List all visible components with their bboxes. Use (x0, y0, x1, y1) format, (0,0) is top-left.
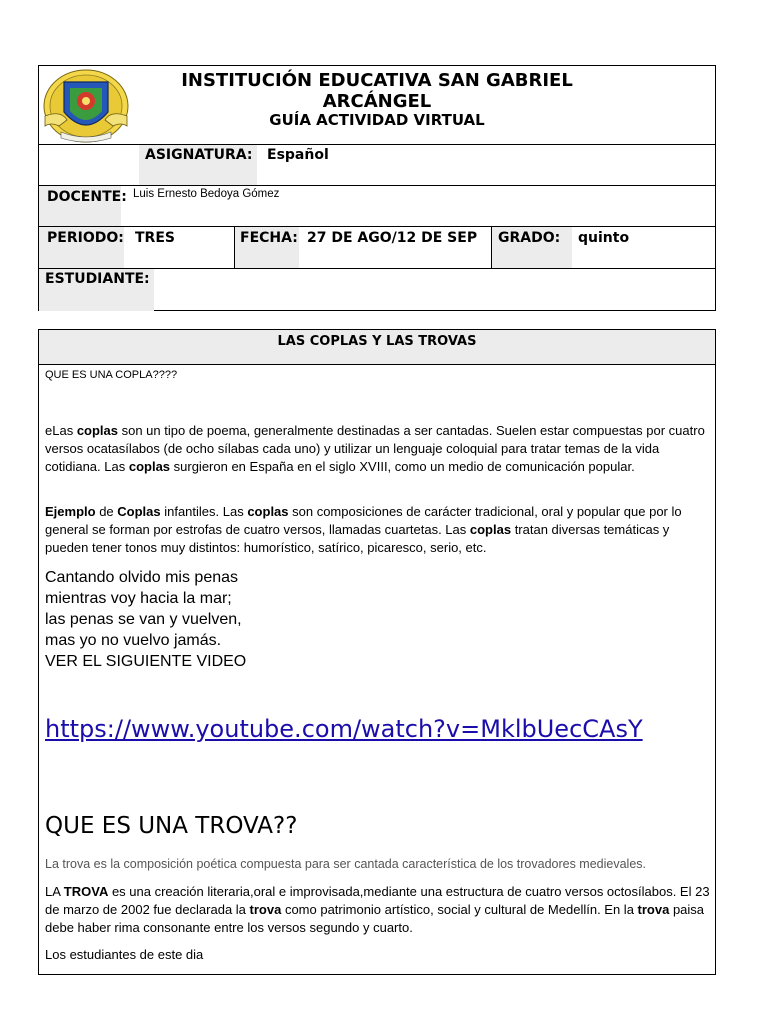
teacher-label: DOCENTE: (47, 189, 127, 205)
poem-line: mientras voy hacia la mar; (45, 590, 232, 607)
row-divider (39, 226, 715, 227)
text-run: son composiciones de carácter tradicional, oral y popular que por lo general se forman por estrofas de cuatro versos, llamadas cuartetas. Las (45, 504, 682, 537)
bold-term: coplas (469, 522, 512, 537)
row-divider (39, 185, 715, 186)
text-run: surgieron en España en el siglo XVIII, como un medio de comunicación popular. (170, 459, 635, 474)
date-label: FECHA: (240, 230, 298, 246)
paragraph-trova-description (45, 883, 711, 937)
grade-label: GRADO: (498, 230, 561, 246)
video-instruction: VER EL SIGUIENTE VIDEO (45, 653, 247, 670)
period-value: TRES (135, 230, 175, 246)
date-value: 27 DE AGO/12 DE SEP (307, 230, 478, 246)
bold-term: coplas (128, 459, 171, 474)
text-run: LA (45, 884, 64, 899)
subject-value: Español (267, 147, 329, 163)
text-run: son un tipo de poema, generalmente destinadas a ser cantadas. Suelen estar compuestas por cuatro versos ocatasílabos (de ocho sílabas cada uno) y utilizar un lenguaje coloquial para tratar temas de la vida cotidiana. Las (45, 423, 705, 474)
paragraph-coplas-definition (45, 422, 711, 476)
bold-term: Ejemplo (45, 504, 96, 519)
bold-term: coplas (247, 504, 289, 519)
poem-line: Cantando olvido mis penas (45, 569, 239, 586)
teacher-value: Luis Ernesto Bedoya Gómez (133, 188, 280, 200)
video-link[interactable]: https://www.youtube.com/watch?v=MklbUecCAsY (45, 715, 643, 743)
text-run: paisa debe haber rima consonante entre los versos segundo y cuarto. (45, 902, 705, 935)
bold-term: trova (249, 902, 282, 917)
header-table (38, 65, 716, 311)
bold-term: TROVA (63, 884, 109, 899)
paragraph-students: Los estudiantes de este dia (45, 947, 204, 962)
bold-term: coplas (76, 423, 118, 438)
guide-title: GUÍA ACTIVIDAD VIRTUAL (269, 111, 485, 129)
paragraph-trova-definition: La trova es la composición poética compuesta para ser cantada característica de los trovadores medievales. (45, 857, 647, 871)
subject-label: ASIGNATURA: (145, 147, 253, 163)
text-run: infantiles. Las (160, 504, 248, 519)
bold-term: trova (637, 902, 670, 917)
question-copla: QUE ES UNA COPLA???? (45, 369, 178, 381)
grade-value: quinto (578, 230, 630, 246)
cell-gap (257, 145, 258, 185)
institution-title: INSTITUCIÓN EDUCATIVA SAN GABRIEL ARCÁNGEL (181, 70, 573, 112)
period-label: PERIODO: (47, 230, 124, 246)
school-crest-icon (41, 68, 131, 144)
student-label: ESTUDIANTE: (45, 271, 150, 287)
text-run: es una creación literaria,oral e improvisada,mediante una estructura de cuatro versos octosílabos. El 23 de marzo de 2002 fue declarada la (45, 884, 710, 917)
content-box (38, 329, 716, 975)
text-run: eLas (45, 423, 77, 438)
question-trova: QUE ES UNA TROVA?? (45, 813, 298, 839)
paragraph-coplas-example (45, 503, 711, 557)
poem-line: mas yo no vuelvo jamás. (45, 632, 222, 649)
text-run: tratan diversas temáticas y pueden tener tonos muy distintos: humorístico, satírico, picaresco, serio, etc. (45, 522, 670, 555)
poem (45, 567, 246, 672)
poem-line: las penas se van y vuelven, (45, 611, 242, 628)
bold-term: Coplas (117, 504, 161, 519)
text-run: como patrimonio artístico, social y cultural de Medellín. En la (281, 902, 638, 917)
section-title: LAS COPLAS Y LAS TROVAS (39, 330, 715, 365)
text-run: de (95, 504, 118, 519)
